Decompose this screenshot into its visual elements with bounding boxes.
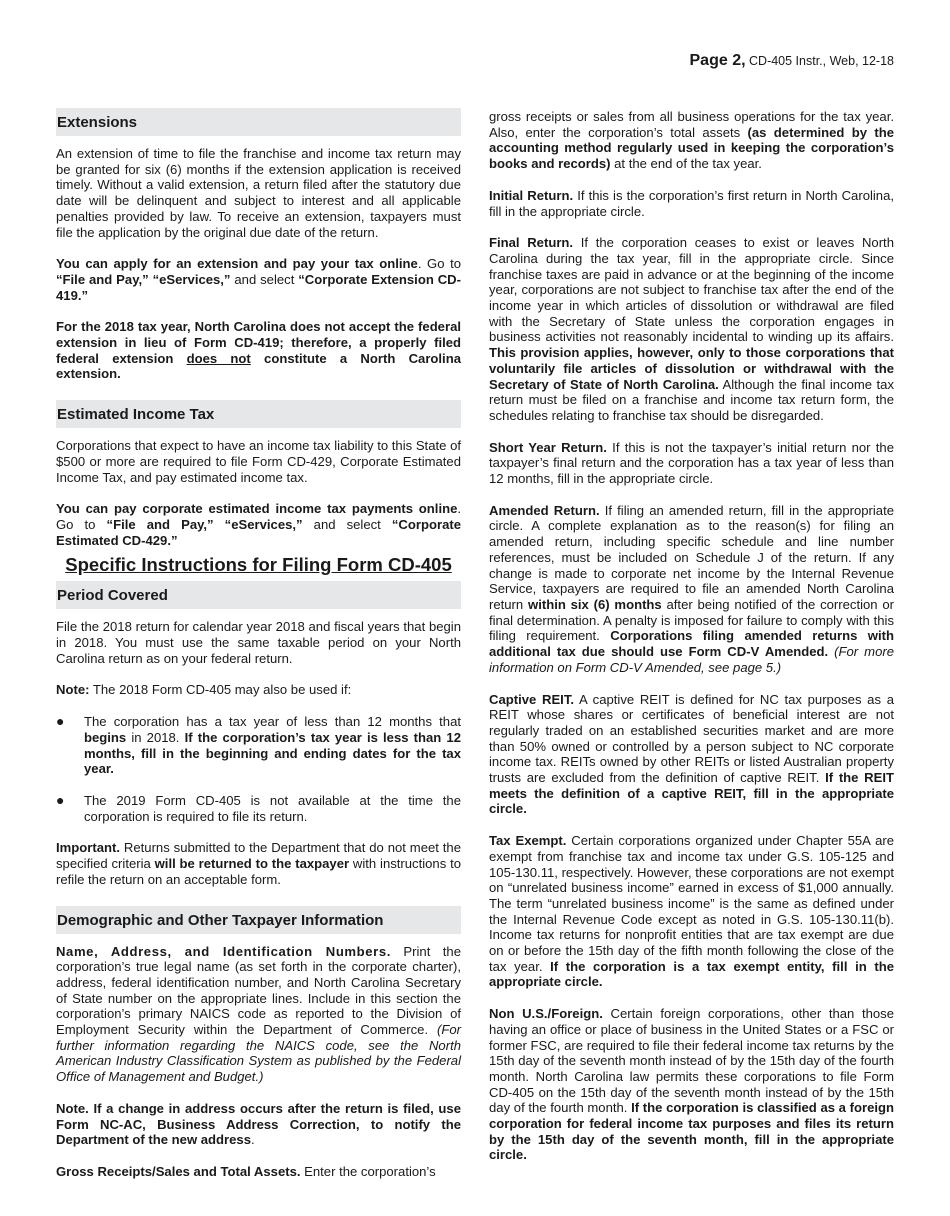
short-year-paragraph: Short Year Return. If this is not the taxpayer’s initial return nor the taxpayer’s final return and the corporation has a tax year of less than 12 months, fill in the appropriate circle. [489, 439, 894, 487]
text: . Go to [417, 256, 461, 272]
amended-return-paragraph: Amended Return. If filing an amended return, fill in the appropriate circle. A complete explanation as to the reason(s) for filing an amended return, including specific schedule and line number references, must be included on Schedule J of the return. If any change is made to corporate net income by the Internal Revenue Service, taxpayers are required to file an amended North Carolina return within six (6) months after being notified of the correction or final determination. A penalty is imposed for failure to comply with this filing requirement. Corporations filing amended returns with additional tax due should use Form CD-V Amended. (For more information on Form CD-V Amended, see page 5.) [489, 502, 895, 675]
section-heading-estimated-income-tax: Estimated Income Tax [56, 400, 461, 428]
gross-receipts-continued: gross receipts or sales from all business operations for the tax year. Also, enter the corporation’s total assets (as determined by the accounting method regularly used in keeping the corporation’s books and records) at the end of the tax year. [489, 109, 894, 172]
text: and select [230, 271, 299, 287]
estimated-paragraph: Corporations that expect to have an income tax liability to this State of $500 or more are required to file Form CD-429, Corporate Estimated Income Tax, and pay estimated income tax. [56, 438, 461, 485]
subsection-label: Short Year Return. [489, 439, 607, 455]
page-header [690, 52, 895, 70]
bullet-item [56, 793, 461, 824]
text: The 2018 Form CD-405 may also be used if: [89, 682, 352, 698]
section-heading-demographic: Demographic and Other Taxpayer Information [56, 906, 461, 934]
subsection-label: Name, Address, and Identification Numbers. [56, 943, 391, 959]
bold-text: “File and Pay,” “eServices,” [56, 271, 231, 287]
subsection-label: Amended Return. [489, 502, 600, 518]
page-number: Page 2, [689, 52, 746, 69]
bold-text: constitute a North Carolina extension. [56, 350, 461, 382]
captive-reit-paragraph: Captive REIT. A captive REIT is defined for NC tax purposes as a REIT whose shares or certificates of beneficial interest are not regularly traded on an established securities market and are more than 50% owned or controlled by a person subject to NC corporate income tax. REITs owned by other REITs or listed Australian property trusts are excluded from the definition of captive REIT. If the REIT meets the definition of a captive REIT, fill in the appropriate circle. [489, 691, 895, 817]
subsection-label: Initial Return. [489, 187, 574, 203]
bold-text: “File and Pay,” “eServices,” [106, 516, 303, 532]
section-heading-period-covered: Period Covered [56, 581, 461, 609]
bold-text: “Corporate Extension CD-419.” [56, 271, 461, 303]
bold-text: You can apply for an extension and pay your tax online [56, 256, 418, 272]
subsection-label: Tax Exempt. [489, 833, 567, 849]
final-return-paragraph: Final Return. If the corporation ceases to exist or leaves North Carolina during the tax year, fill in the appropriate circle. Since franchise taxes are paid in advance or at the beginning of the income year, corporations are not subject to franchise tax after the end of the income year in which articles of dissolution or withdrawal are filed with the Secretary of State unless the corporation engages in business activities not reasonably incidental to winding up its affairs. This provision applies, however, only to those corporations that voluntarily file articles of dissolution or withdrawal with the Secretary of State of North Carolina. Although the final income tax return must be filed on a franchise and income tax return form, the schedules relating to franchise tax should be disregarded. [489, 235, 894, 423]
text: . Go to [56, 501, 461, 532]
bullet-icon: ● [56, 791, 65, 808]
period-note [56, 682, 461, 698]
subsection-label: Gross Receipts/Sales and Total Assets. [56, 1163, 301, 1179]
initial-return-paragraph: Initial Return. If this is the corporation’s first return in North Carolina, fill in the appropriate circle. [489, 187, 894, 219]
underlined-text: does not [186, 350, 251, 366]
document-id: CD-405 Instr., Web, 12-18 [749, 54, 894, 68]
bullet-text: The corporation has a tax year of less than 12 months that begins in 2018. If the corporation’s tax year is less than 12 months, fill in the beginning and ending dates for the tax year. [84, 714, 461, 777]
name-address-paragraph: Name, Address, and Identification Numbers. Print the corporation’s true legal name (as set forth in the corporate charter), address, federal identification number, and North Carolina Secretary of State number on the appropriate lines. Include in this section the corporation’s primary NAICS code as reported to the Division of Employment Security within the Department of Commerce. (For further information regarding the NAICS code, see the North American Industry Classification System as published by the Federal Office of Management and Budget.) [56, 943, 461, 1085]
bold-text: You can pay corporate estimated income tax payments online [56, 501, 458, 517]
period-paragraph: File the 2018 return for calendar year 2018 and fiscal years that begin in 2018. You must use the same taxable period on your North Carolina return as on your federal return. [56, 619, 461, 666]
bold-text: For the 2018 tax year, North Carolina does not accept the federal extension in lieu of Form CD-419; therefore, a properly filed federal extension [56, 319, 461, 366]
address-change-note: Note. If a change in address occurs after the return is filed, use Form NC-AC, Business Address Correction, to notify the Department of the new address. [56, 1100, 461, 1148]
subsection-label: Non U.S./Foreign. [489, 1006, 603, 1022]
text: and select [302, 516, 392, 532]
bullet-icon: ● [56, 713, 65, 730]
left-column [56, 108, 461, 1196]
subsection-label: Final Return. [489, 235, 574, 251]
bullet-item [56, 714, 461, 777]
bullet-text: The 2019 Form CD-405 is not available at the time the corporation is required to file its return. [84, 792, 461, 824]
important-paragraph: Important. Returns submitted to the Department that do not meet the specified criteria will be returned to the taxpayer with instructions to refile the return on an acceptable form. [56, 840, 462, 887]
non-us-foreign-paragraph: Non U.S./Foreign. Certain foreign corporations, other than those having an office or place of business in the United States or a FSC or former FSC, are required to file their federal income tax returns by the 15th day of the seventh month instead of by the 15th day of the fourth month. North Carolina law permits these corporations to file Form CD-405 on the 15th day of the seventh month instead of by the 15th day of the fourth month. If the corporation is classified as a foreign corporation for federal income tax purposes and files its return by the 15th day of the seventh month, fill in the appropriate circle. [489, 1006, 895, 1163]
important-label: Important. [56, 840, 121, 856]
extensions-paragraph: An extension of time to file the franchise and income tax return may be granted for six (6) months if the extension application is received timely. Without a valid extension, a return filed after the statutory due date will be delinquent and subject to interest and all applicable penalties provided by law. To receive an extension, taxpayers must file the application by the original due date of the return. [56, 146, 461, 240]
specific-instructions-title: Specific Instructions for Filing Form CD-405 [65, 554, 452, 576]
right-column [489, 109, 894, 1179]
italic-text: (For further information regarding the NAICS code, see the North American Industry Classification System as published by the Federal Office of Management and Budget.) [56, 1022, 461, 1085]
bold-text: “Corporate Estimated CD-429.” [56, 516, 461, 548]
note-label: Note: [56, 682, 90, 698]
subsection-label: Captive REIT. [489, 691, 574, 707]
section-heading-extensions: Extensions [56, 108, 461, 136]
extensions-online-paragraph [56, 256, 461, 303]
tax-exempt-paragraph: Tax Exempt. Certain corporations organized under Chapter 55A are exempt from franchise tax and income tax under G.S. 105-125 and 105-130.11, respectively. However, these corporations are not exempt on “unrelated business income” earned in excess of $1,000 annually. The term “unrelated business income” is the same as defined under the Internal Revenue Code except as noted in G.S. 105-130.11(b). Income tax returns for nonprofit entities that are tax exempt are due on or before the 15th day of the fifth month following the close of the tax year. If the corporation is a tax exempt entity, fill in the appropriate circle. [489, 833, 895, 990]
extensions-federal-paragraph [56, 319, 461, 382]
estimated-online-paragraph [56, 501, 461, 548]
gross-receipts-paragraph: Gross Receipts/Sales and Total Assets. Enter the corporation’s [56, 1163, 436, 1179]
